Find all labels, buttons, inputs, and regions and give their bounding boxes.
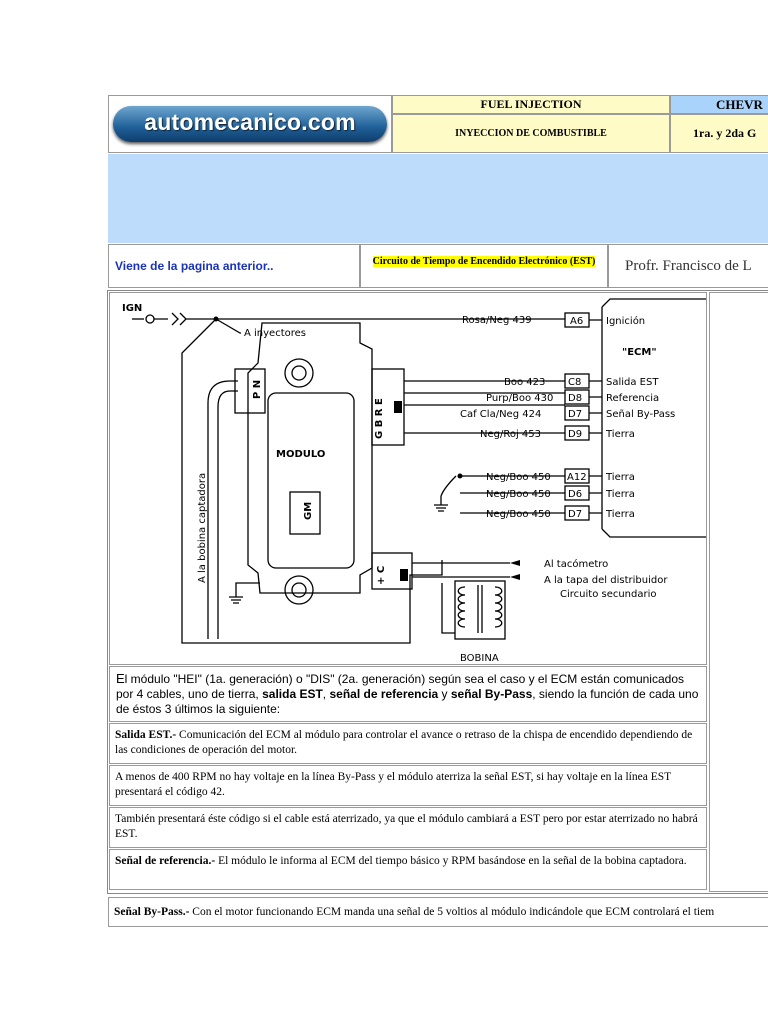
wire-boo423-label: Boo 423 [504, 377, 546, 388]
tapa-label: A la tapa del distribuidor [544, 575, 668, 586]
page-title: FUEL INJECTION [480, 97, 582, 111]
code42-paragraph [109, 807, 707, 848]
tierra-label-1: Tierra [606, 429, 635, 440]
salida-est-term: Salida EST.- [115, 729, 177, 741]
intro-bold-1: salida EST [262, 687, 323, 701]
page-subtitle: INYECCION DE COMBUSTIBLE [455, 128, 607, 139]
gm-logo: GM [303, 501, 314, 520]
logo-cell [108, 95, 392, 153]
prev-page-cell [108, 244, 360, 288]
left-connector-pins: P N [252, 379, 263, 399]
inyectores-label: A inyectores [244, 328, 306, 339]
referencia-term: Señal de referencia.- [115, 855, 216, 867]
bypass-paragraph [108, 897, 768, 927]
bypass-text: Con el motor funcionando ECM manda una señal de 5 voltios al módulo indicándole que ECM controlará el tiem [189, 906, 715, 918]
salida-est-text: Comunicación del ECM al módulo para controlar el avance o retraso de la chispa de encendido dependiendo de las condiciones de operación del motor. [115, 729, 693, 756]
pin-d7: D7 [568, 409, 583, 420]
intro-bold-3: señal By-Pass [450, 687, 533, 701]
generation-label: 1ra. y 2da G [693, 126, 757, 140]
bobina-label: BOBINA [460, 653, 499, 664]
rpm-text: A menos de 400 RPM no hay voltaje en la línea By-Pass y el módulo aterriza la señal EST, si hay voltaje en la línea EST presentará el código 42. [115, 771, 671, 798]
circuito-label: Circuito secundario [560, 589, 657, 600]
author-cell [608, 244, 768, 288]
tacometro-label: Al tacómetro [544, 559, 609, 570]
title-cell [392, 95, 670, 114]
ecm-label: "ECM" [622, 347, 657, 358]
intro-bold-2: señal de referencia [329, 687, 439, 701]
pin-d8: D8 [568, 393, 583, 404]
wire-negboo-label-2: Neg/Boo 450 [486, 489, 551, 500]
ign-label: IGN [122, 303, 143, 314]
pin-d9: D9 [568, 429, 583, 440]
wire-negboo-label-1: Neg/Boo 450 [486, 472, 551, 483]
author-name: Profr. Francisco de L [625, 258, 752, 274]
pin-d6: D6 [568, 489, 583, 500]
code42-text: También presentará éste código si el cable está aterrizado, ya que el módulo cambiará a EST pero por estar aterrizado no habrá EST. [115, 813, 698, 840]
bypass-term: Señal By-Pass.- [114, 906, 190, 918]
right-column [709, 292, 768, 892]
salida-est-paragraph [109, 723, 707, 764]
intro-text-1: l módulo "HEI" (1a. generación) o "DIS" (2a. generación) según sea el caso y el ECM están comunicados por 4 cables, uno de tierra, [116, 672, 684, 701]
right-connector-pins: G B R E [374, 398, 385, 439]
ignicion-label: Ignición [606, 316, 646, 327]
circuit-diagram [109, 292, 707, 665]
bobina-captadora-label: A la bobina captadora [197, 472, 208, 583]
pin-c8: C8 [568, 377, 582, 388]
generation-cell [670, 114, 768, 153]
wire-negroj-label: Neg/Roj 453 [480, 429, 542, 440]
salida-est-label: Salida EST [606, 377, 659, 388]
pin-d7b: D7 [568, 509, 583, 520]
tierra-label-2: Tierra [606, 472, 635, 483]
brand-label: CHEVR [716, 97, 763, 112]
rpm-paragraph [109, 765, 707, 806]
intro-paragraph [109, 666, 707, 722]
intro-text-3: y [438, 687, 451, 701]
tierra-label-4: Tierra [606, 509, 635, 520]
brand-cell [670, 95, 768, 114]
wire-purp-label: Purp/Boo 430 [486, 393, 554, 404]
pin-a6: A6 [570, 316, 584, 327]
previous-page-link[interactable]: Viene de la pagina anterior.. [115, 259, 274, 273]
drop-initial: E [116, 671, 125, 686]
circuit-svg [110, 293, 706, 664]
plus-c-label: + C [376, 565, 387, 585]
subtitle-cell [392, 114, 670, 153]
wire-rosa-label: Rosa/Neg 439 [462, 315, 532, 326]
pin-a12: A12 [567, 472, 587, 483]
section-title: Circuito de Tiempo de Encendido Electrónico (EST) [372, 256, 596, 267]
wire-caf-label: Caf Cla/Neg 424 [460, 409, 542, 420]
referencia-label: Referencia [606, 393, 660, 404]
senal-bypass-label: Señal By-Pass [606, 409, 676, 420]
logo-text: automecanico.com [144, 109, 356, 135]
blue-banner [108, 154, 768, 243]
intro-text-2: , [322, 687, 330, 701]
modulo-label: MODULO [276, 449, 326, 460]
section-title-cell [360, 244, 608, 288]
referencia-paragraph [109, 849, 707, 890]
site-logo[interactable] [113, 106, 387, 142]
referencia-text: El módulo le informa al ECM del tiempo básico y RPM basándose en la señal de la bobina captadora. [215, 855, 687, 867]
intro-text-4: , siendo la función de cada uno de éstos 3 últimos la siguiente: [116, 687, 699, 716]
tierra-label-3: Tierra [606, 489, 635, 500]
wire-negboo-label-3: Neg/Boo 450 [486, 509, 551, 520]
